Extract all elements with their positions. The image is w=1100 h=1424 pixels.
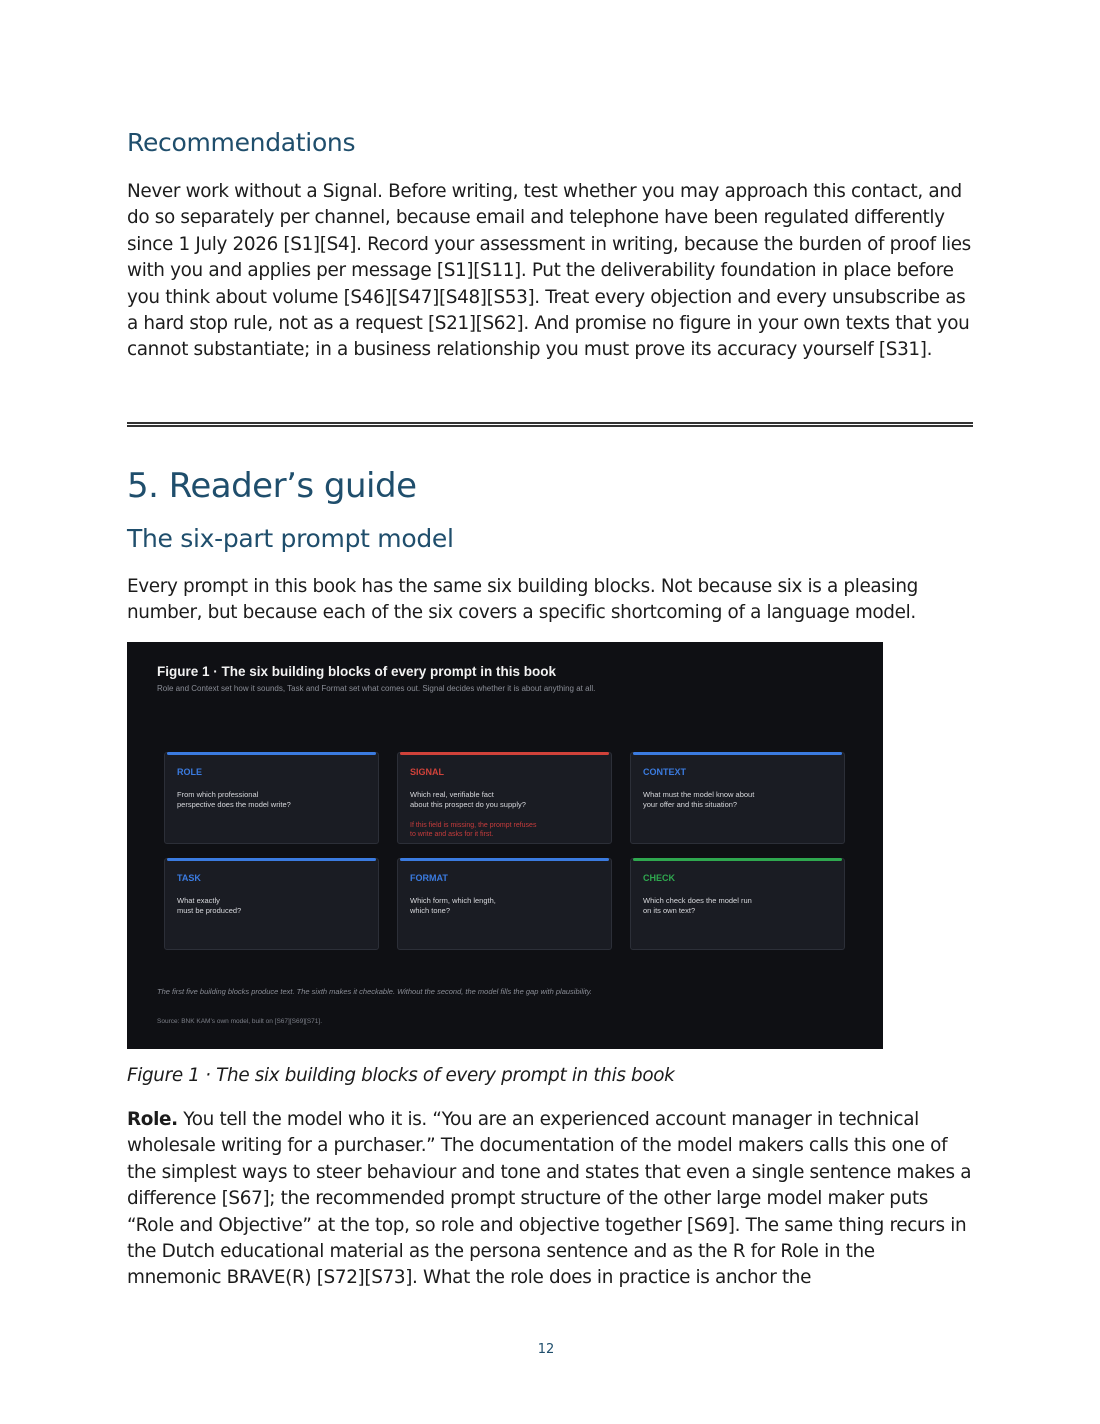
card-text: What exactly must be produced? [177, 896, 242, 915]
card-title: ROLE [177, 767, 203, 777]
card-text: Which real, verifiable fact about this prospect do you supply? [410, 790, 526, 809]
section-divider [127, 422, 973, 427]
figure-subtitle: Role and Context set how it sounds, Task and Format set what comes out. Signal decides whether it is about anything at all. [157, 684, 596, 693]
recommendations-heading: Recommendations [127, 128, 356, 157]
card-text: Which check does the model run on its own text? [643, 896, 752, 915]
page-number: 12 [537, 1342, 555, 1357]
figure-building-blocks [127, 642, 883, 1049]
figure-source: Source: BNK KAM’s own model, built on [S67][S69][S71]. [157, 1018, 322, 1025]
card-signal [397, 752, 612, 844]
card-accent-bar [400, 858, 609, 861]
card-check [630, 858, 845, 950]
card-context [630, 752, 845, 844]
card-text: What must the model know about your offer and this situation? [643, 790, 755, 809]
chapter-heading: 5. Reader’s guide [127, 466, 417, 506]
role-paragraph [127, 1107, 973, 1292]
role-text: You tell the model who it is. “You are an experienced account manager in technical wholesale writing for a purchaser.” The documentation of the model makers calls this one of the simplest ways to steer behaviour and tone and states that even a single sentence makes a difference [S67]; the recommended prompt structure of the other large model maker puts “Role and Objective” at the top, so role and objective together [S69]. The same thing recurs in the Dutch educational material as the persona sentence and as the R for Role in the mnemonic BRAVE(R) [S72][S73]. What the role does in practice is anchor the [127, 1109, 972, 1289]
card-accent-bar [167, 752, 376, 755]
figure-caption: Figure 1 · The six building blocks of every prompt in this book [127, 1065, 675, 1086]
card-accent-bar [633, 858, 842, 861]
section-subheading: The six-part prompt model [127, 524, 454, 553]
intro-paragraph: Every prompt in this book has the same six building blocks. Not because six is a pleasing number, but because each of the six covers a specific shortcoming of a language model. [127, 576, 918, 624]
card-format [397, 858, 612, 950]
card-title: TASK [177, 873, 201, 883]
card-title: CONTEXT [643, 767, 687, 777]
card-title: FORMAT [410, 873, 448, 883]
card-accent-bar [400, 752, 609, 755]
card-role [164, 752, 379, 844]
recommendations-paragraph: Never work without a Signal. Before writing, test whether you may approach this contact, and do so separately per channel, because email and telephone have been regulated differently since 1 July 2026 [S1][S4]. Record your assessment in writing, because the burden of proof lies with you and applies per message [S1][S11]. Put the deliverability foundation in place before you think about volume [S46][S47][S48][S53]. Treat every objection and every unsubscribe as a hard stop rule, not as a request [S21][S62]. And promise no figure in your own texts that you cannot substantiate; in a business relationship you must prove its accuracy yourself [S31]. [127, 181, 971, 361]
card-text: From which professional perspective does the model write? [177, 790, 291, 809]
card-text: Which form, which length, which tone? [410, 896, 496, 915]
card-accent-bar [167, 858, 376, 861]
card-title: CHECK [643, 873, 676, 883]
figure-footnote: The first five building blocks produce text. The sixth makes it checkable. Without the second, the model fills the gap with plausibility. [157, 987, 593, 996]
card-accent-bar [633, 752, 842, 755]
card-warning: If this field is missing, the prompt refuses to write and asks for it first. [410, 822, 537, 838]
role-lead: Role. [127, 1109, 178, 1130]
card-task [164, 858, 379, 950]
figure-title: Figure 1 · The six building blocks of every prompt in this book [157, 664, 557, 679]
card-title: SIGNAL [410, 767, 445, 777]
